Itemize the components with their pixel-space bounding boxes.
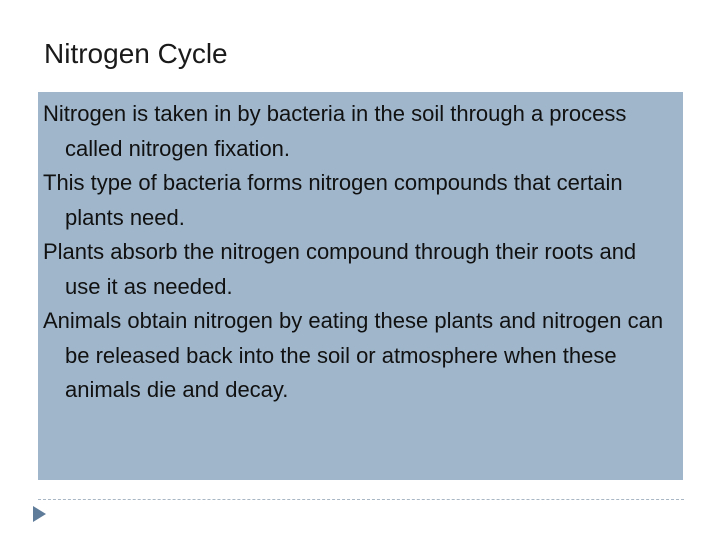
paragraph-nitrogen-fixation: Nitrogen is taken in by bacteria in the soil through a process called nitrogen fixation. <box>43 101 627 161</box>
triangle-arrow-icon <box>33 506 46 522</box>
paragraph-bacteria-compounds: This type of bacteria forms nitrogen compounds that certain plants need. <box>43 170 623 230</box>
paragraph-plants-absorb: Plants absorb the nitrogen compound through their roots and use it as needed. <box>43 239 637 299</box>
content-box <box>38 92 683 480</box>
slide-title: Nitrogen Cycle <box>44 38 228 69</box>
paragraph-animals-obtain: Animals obtain nitrogen by eating these plants and nitrogen can be released back into the soil or atmosphere when these animals die and decay. <box>43 308 664 402</box>
footer-divider <box>38 499 684 500</box>
